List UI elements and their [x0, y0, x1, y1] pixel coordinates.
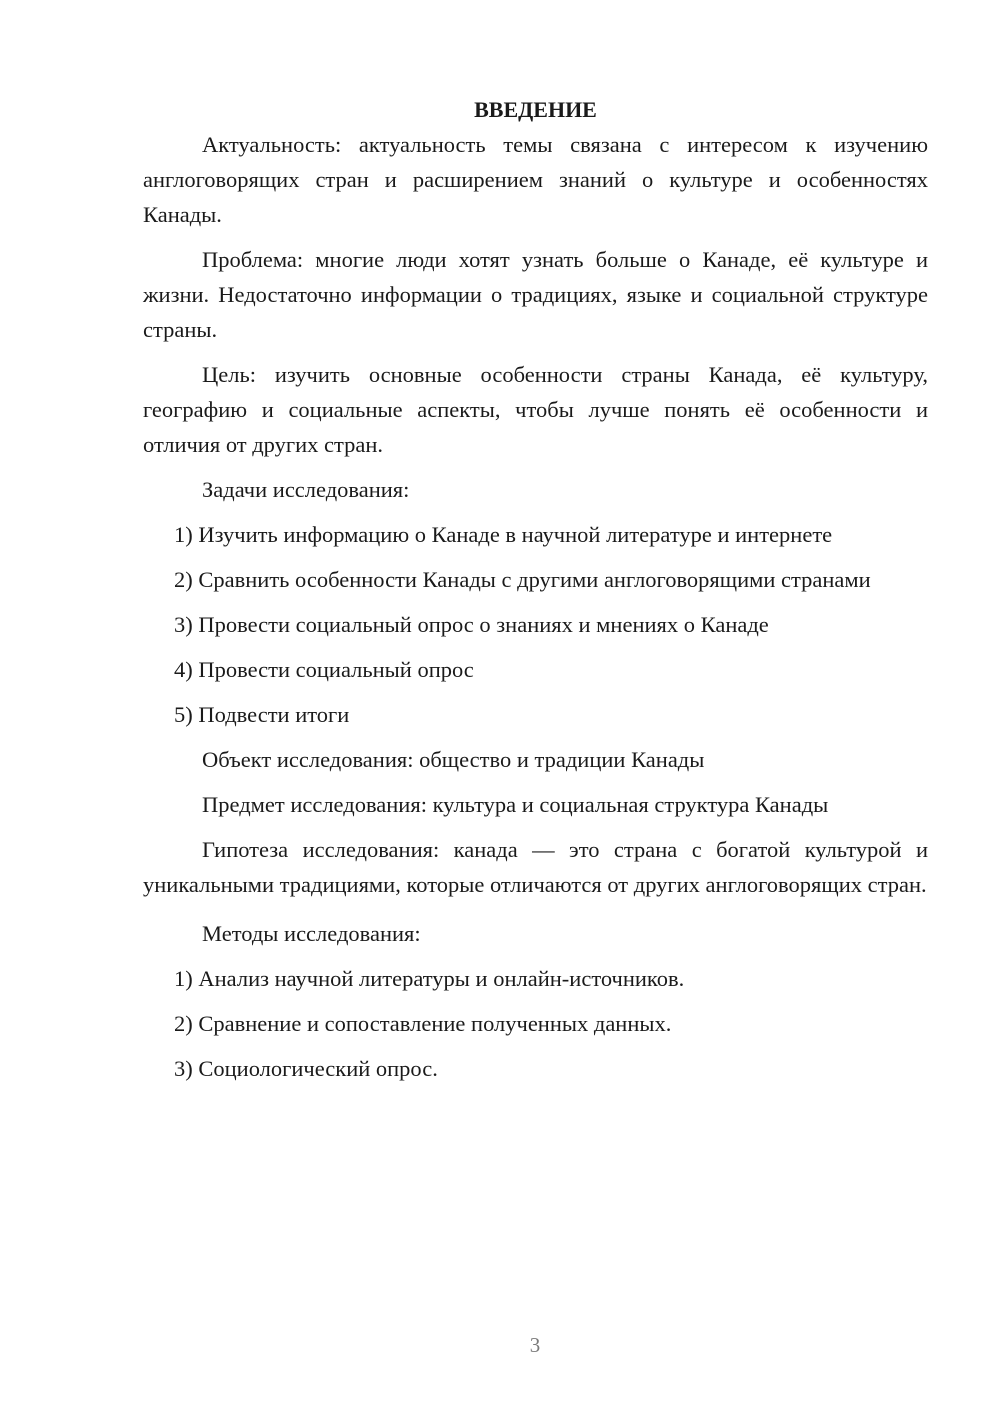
task-item: 4) Провести социальный опрос	[174, 657, 474, 682]
task-item: 5) Подвести итоги	[174, 702, 350, 727]
relevance-paragraph: Актуальность: актуальность темы связана с интересом к изучению англоговорящих стран и расширением знаний о культуре и особенностях Канады.	[143, 132, 928, 227]
task-item: 2) Сравнить особенности Канады с другими англоговорящими странами	[174, 567, 871, 592]
methods-heading: Методы исследования:	[202, 921, 421, 946]
hypothesis-paragraph: Гипотеза исследования: канада — это страна с богатой культурой и уникальными традициями, которые отличаются от других англоговорящих стран.	[143, 837, 928, 897]
problem-paragraph: Проблема: многие люди хотят узнать больше о Канаде, её культуре и жизни. Недостаточно информации о традициях, языке и социальной структуре страны.	[143, 247, 928, 342]
subject-paragraph: Предмет исследования: культура и социальная структура Канады	[202, 792, 829, 817]
method-item: 2) Сравнение и сопоставление полученных данных.	[174, 1011, 672, 1036]
object-paragraph: Объект исследования: общество и традиции Канады	[202, 747, 705, 772]
task-item: 1) Изучить информацию о Канаде в научной литературе и интернете	[174, 522, 833, 547]
goal-paragraph: Цель: изучить основные особенности страны Канада, её культуру, географию и социальные аспекты, чтобы лучше понять её особенности и отличия от других стран.	[143, 362, 928, 457]
section-title: ВВЕДЕНИЕ	[474, 97, 597, 122]
page-number: 3	[529, 1333, 541, 1357]
task-item: 3) Провести социальный опрос о знаниях и мнениях о Канаде	[174, 612, 769, 637]
method-item: 3) Социологический опрос.	[174, 1056, 438, 1081]
method-item: 1) Анализ научной литературы и онлайн-источников.	[174, 966, 685, 991]
tasks-heading: Задачи исследования:	[202, 477, 410, 502]
document-page	[143, 93, 928, 1086]
